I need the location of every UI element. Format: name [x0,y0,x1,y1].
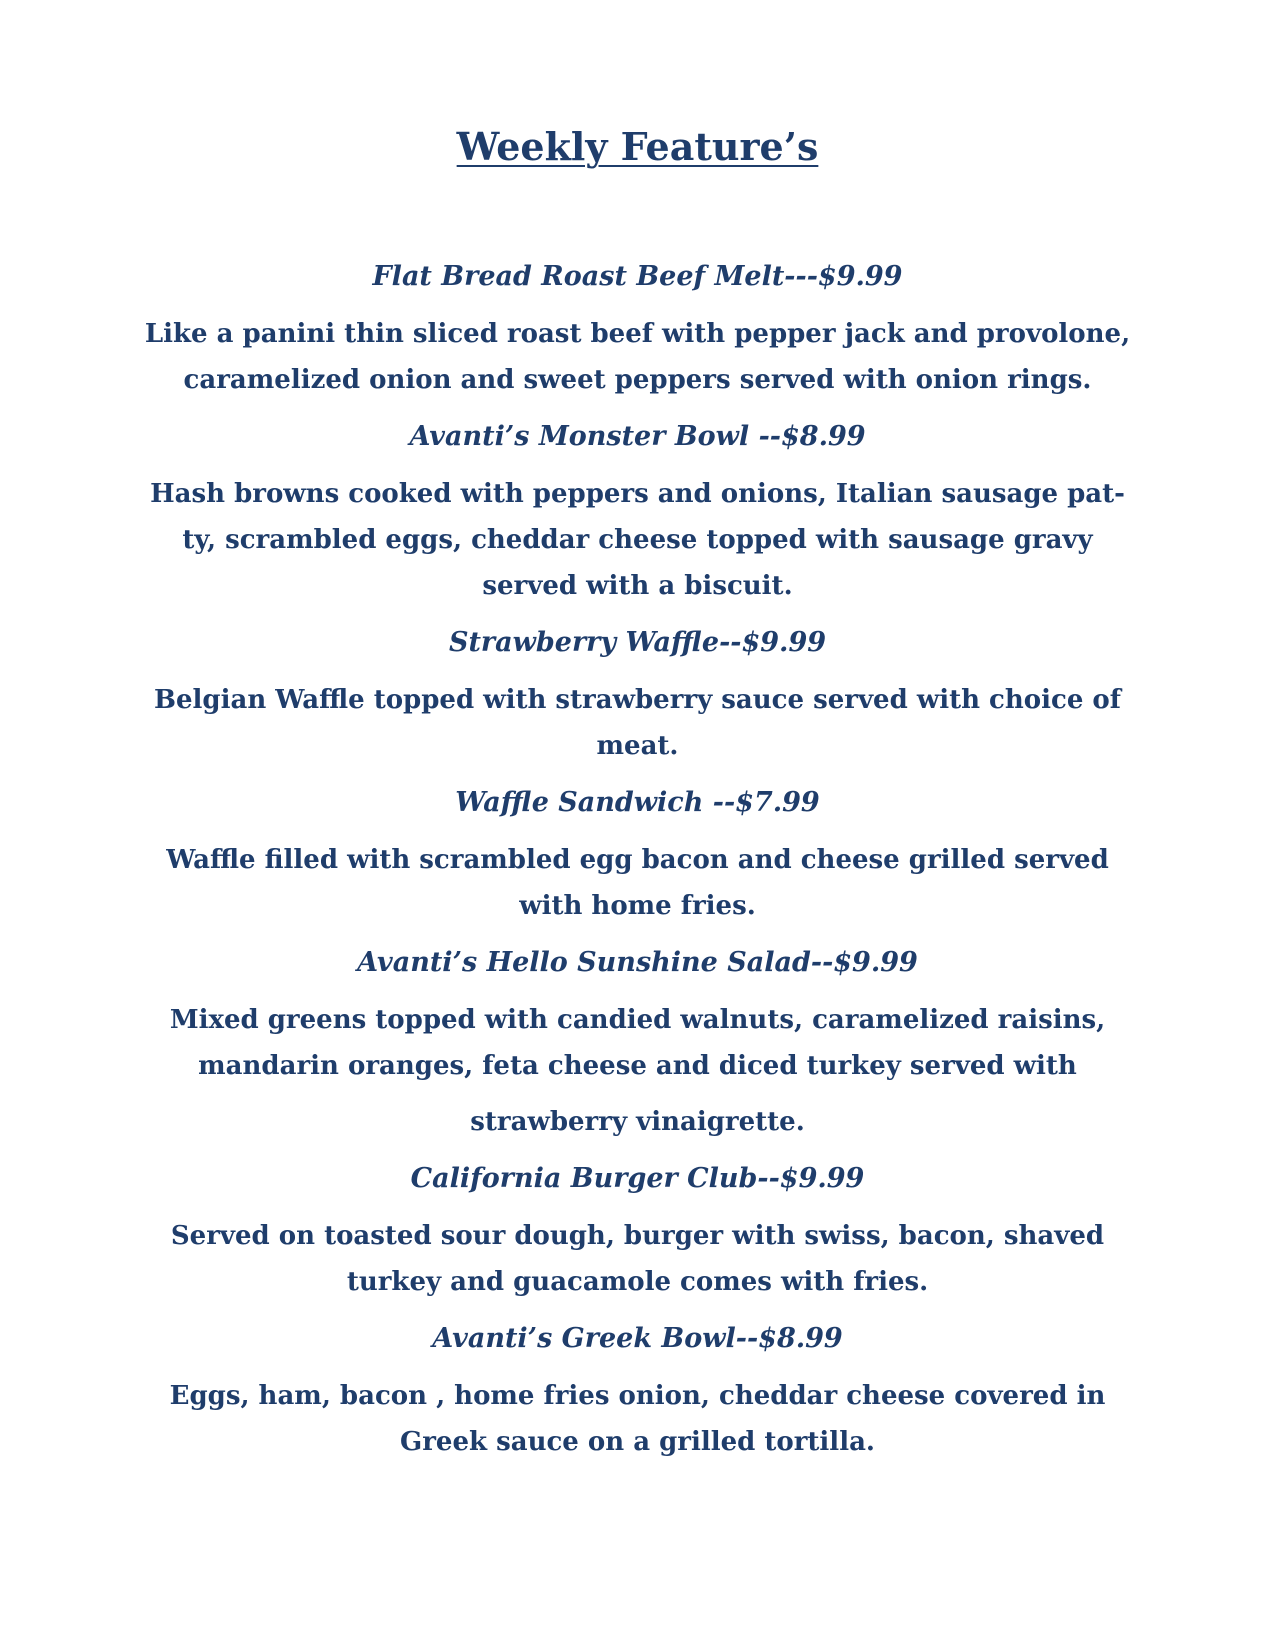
description-line: Served on toasted sour dough, burger with swiss, bacon, shaved [170,1221,1105,1251]
description-line: Waffle filled with scrambled egg bacon and cheese grilled served [166,845,1109,875]
description-line: caramelized onion and sweet peppers served with onion rings. [183,365,1092,395]
menu-item [110,941,1165,1145]
description-line: Belgian Waffle topped with strawberry sauce served with choice of [154,685,1121,715]
description-line: ty, scrambled eggs, cheddar cheese topped with sausage gravy [182,525,1093,555]
menu-item [110,415,1165,609]
menu-item-name: Avanti’s Hello Sunshine Salad--$9.99 [357,947,918,978]
menu-item-name: California Burger Club--$9.99 [410,1163,865,1194]
menu-item-description [110,471,1165,609]
menu-item-name: Strawberry Waffle--$9.99 [448,627,827,658]
menu-item-description [110,997,1165,1145]
menu-item [110,1157,1165,1305]
menu-item-name: Avanti’s Monster Bowl --$8.99 [409,421,866,452]
description-line: turkey and guacamole comes with fries. [346,1267,929,1297]
menu-item-name: Avanti’s Greek Bowl--$8.99 [432,1323,843,1354]
menu-item-description [110,311,1165,403]
description-line: mandarin oranges, feta cheese and diced turkey served with [198,1051,1077,1081]
description-line: Eggs, ham, bacon , home fries onion, cheddar cheese covered in [169,1381,1106,1411]
description-line: Hash browns cooked with peppers and onions, Italian sausage pat- [150,479,1125,509]
page-title: Weekly Feature’s [456,124,819,169]
menu-item [110,1317,1165,1465]
description-line: Mixed greens topped with candied walnuts, caramelized raisins, [169,1005,1106,1035]
menu-item-name: Waffle Sandwich --$7.99 [455,787,820,818]
description-line: with home fries. [519,891,756,921]
description-line: Like a panini thin sliced roast beef with pepper jack and provolone, [144,319,1131,349]
description-line: meat. [596,731,679,761]
menu-list [110,255,1165,1477]
menu-item [110,255,1165,403]
menu-item [110,621,1165,769]
menu-item-name: Flat Bread Roast Beef Melt---$9.99 [372,261,903,292]
menu-item [110,781,1165,929]
description-line: Greek sauce on a grilled tortilla. [400,1427,875,1457]
menu-item-description [110,1213,1165,1305]
menu-item-description [110,837,1165,929]
menu-item-description [110,1373,1165,1465]
menu-item-description [110,677,1165,769]
description-line: strawberry vinaigrette. [470,1107,805,1137]
description-line: served with a biscuit. [482,571,793,601]
